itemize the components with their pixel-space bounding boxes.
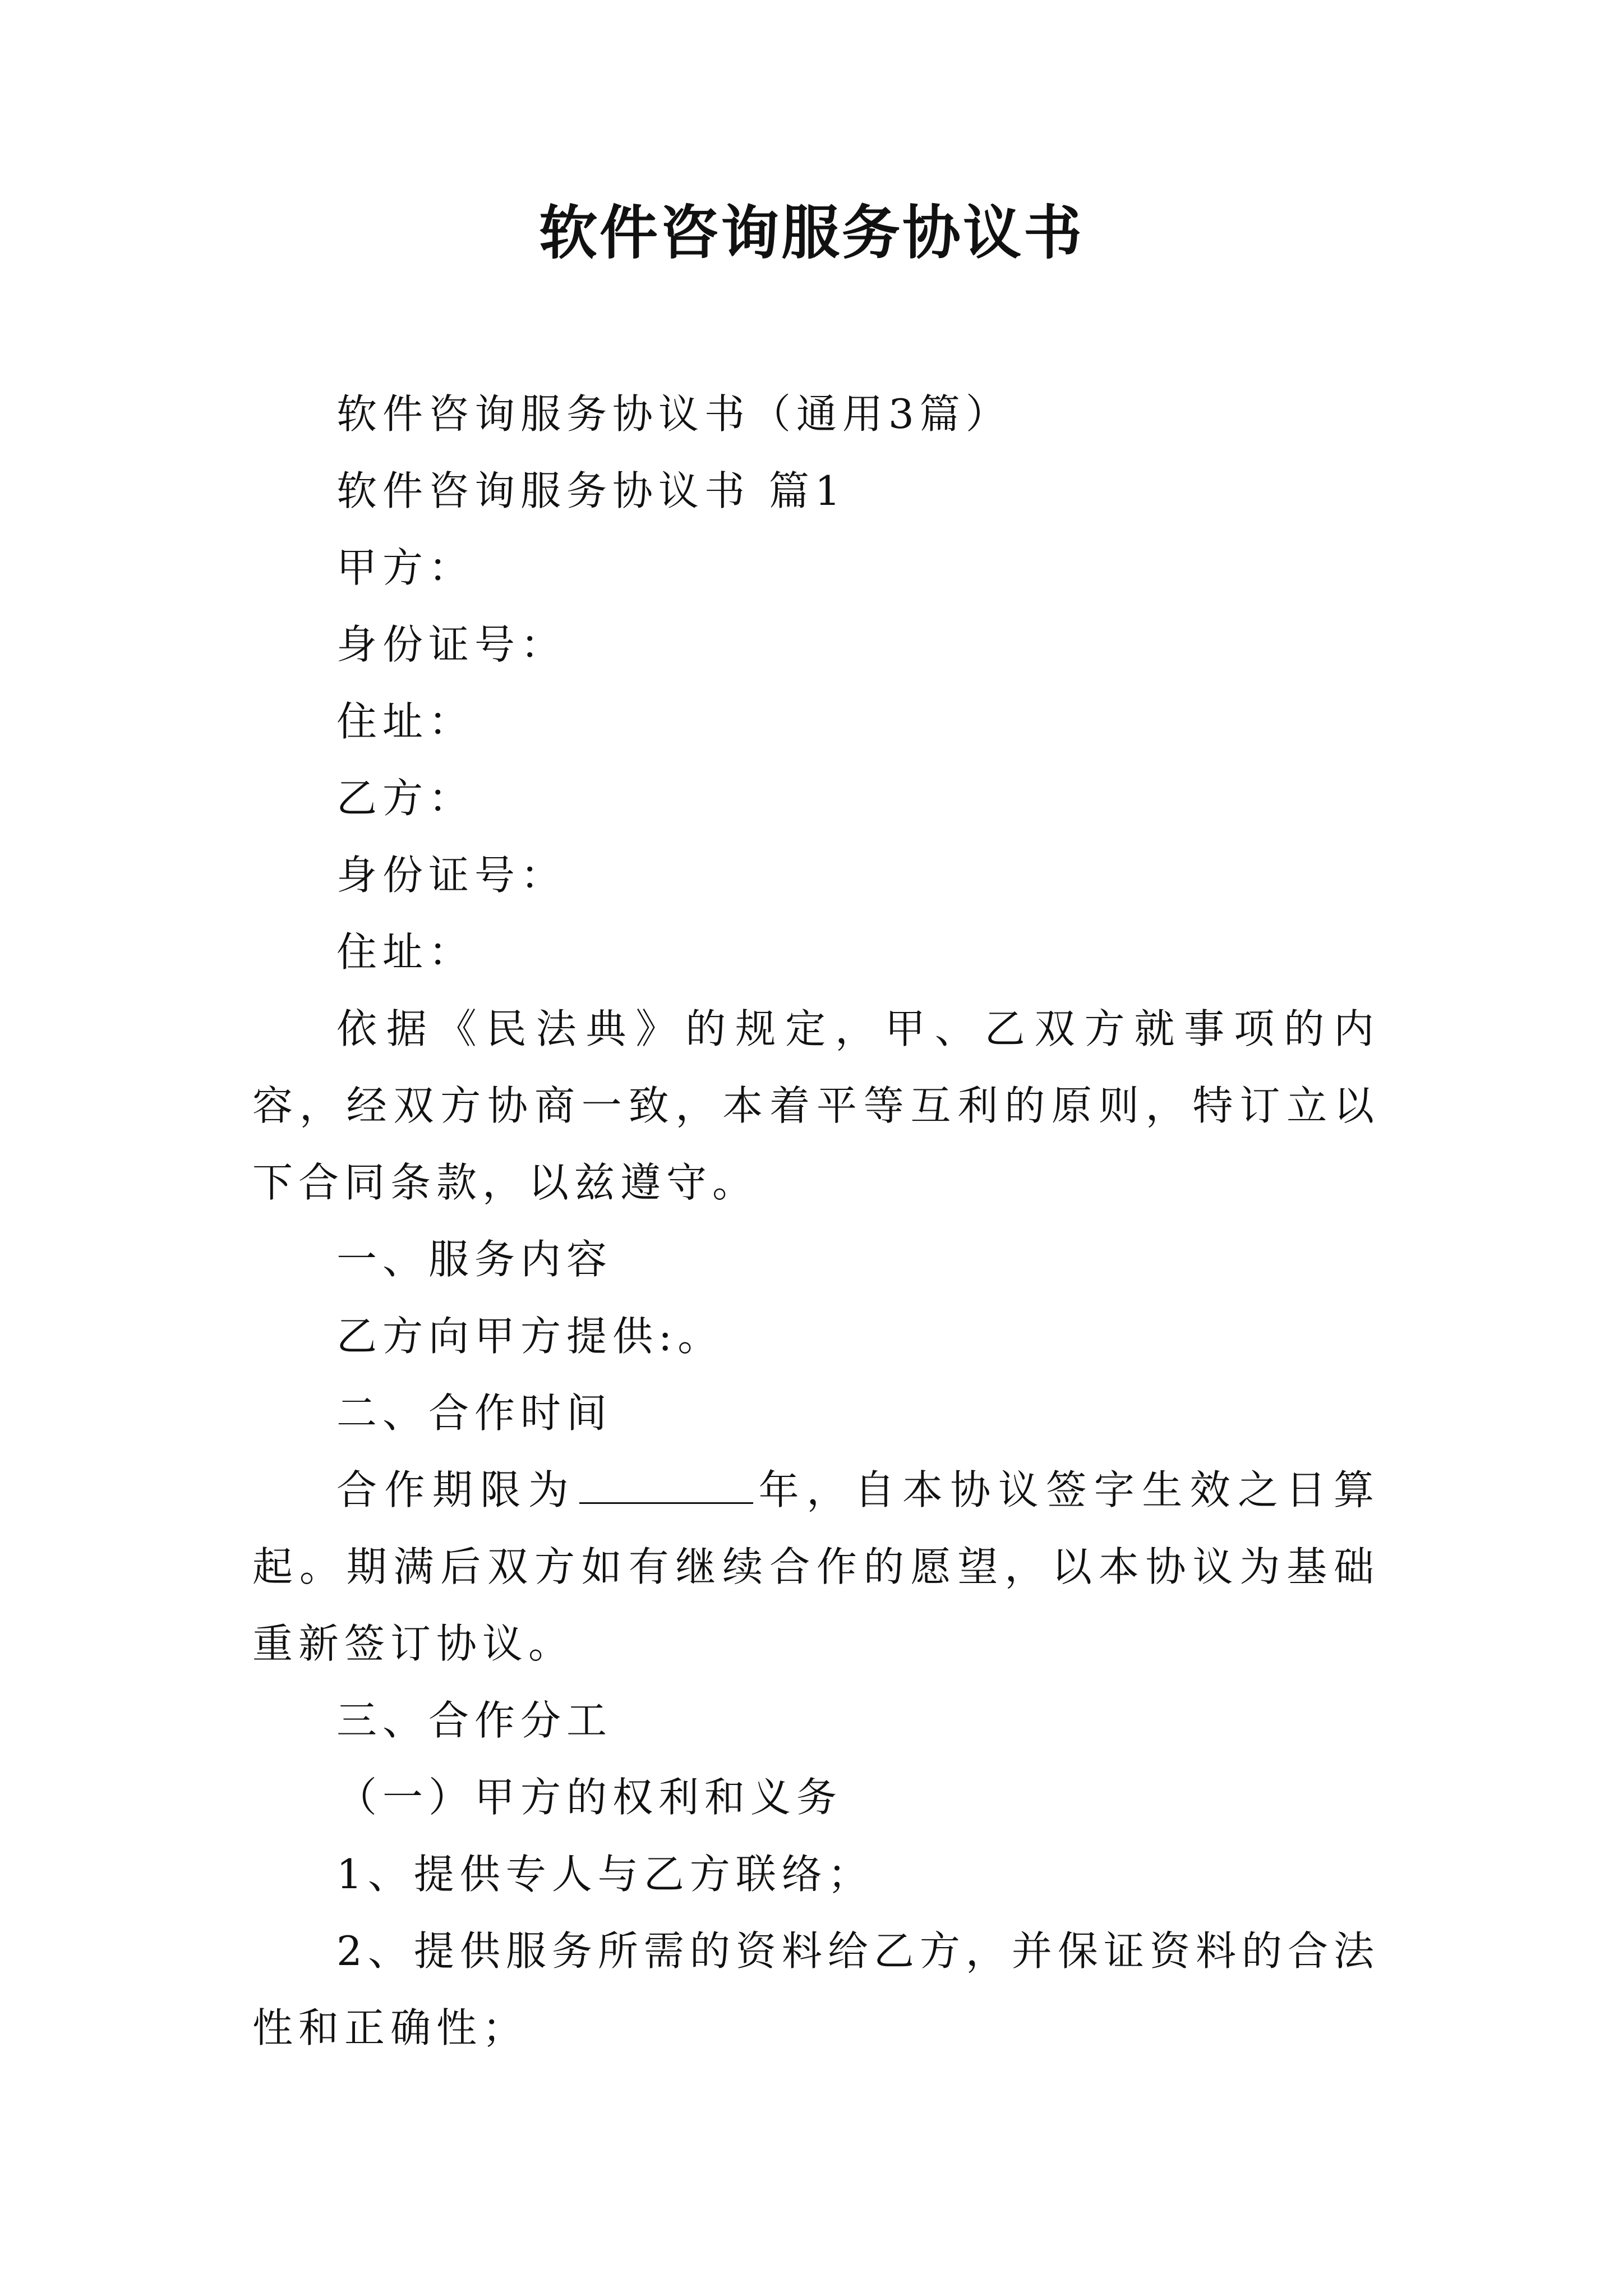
- paragraph-party-a-rights-heading: （一）甲方的权利和义务: [336, 1774, 843, 1821]
- paragraph-party-a-id: 身份证号：: [336, 621, 567, 668]
- paragraph-item-2: 2、提供服务所需的资料给乙方，并保证资料的合法性和正确性；: [252, 1927, 1380, 2051]
- paragraph-term-clause: [252, 1452, 1380, 1682]
- paragraph-party-b-address: 住址：: [336, 928, 475, 976]
- paragraph-item-1: 1、提供专人与乙方联络；: [336, 1851, 874, 1898]
- paragraph-preamble: 依据《民法典》的规定，甲、乙双方就事项的内容，经双方协商一致，本着平等互利的原则，特订立以下合同条款，以兹遵守。: [252, 1005, 1380, 1206]
- term-clause-after: 年，自本协议签字生效之日算起。期满后双方如有继续合作的愿望，以本协议为基础重新签订协议。: [252, 1466, 1380, 1667]
- paragraph-party-a-address: 住址：: [336, 698, 475, 745]
- paragraph-party-b: 乙方：: [336, 775, 475, 822]
- term-clause-before: 合作期限为: [336, 1466, 577, 1513]
- document-title: 软件咨询服务协议书: [538, 199, 1084, 267]
- paragraph-service-content: 乙方向甲方提供:。: [336, 1313, 724, 1360]
- term-years-blank: [579, 1469, 753, 1504]
- paragraph-section-2-heading: 二、合作时间: [336, 1389, 613, 1437]
- document-body: [252, 376, 1380, 2067]
- paragraph-part-heading: 软件咨询服务协议书 篇1: [336, 467, 846, 514]
- paragraph-subtitle: 软件咨询服务协议书（通用3篇）: [336, 390, 1012, 438]
- paragraph-party-b-id: 身份证号：: [336, 852, 567, 899]
- paragraph-section-1-heading: 一、服务内容: [336, 1236, 613, 1283]
- paragraph-party-a: 甲方：: [336, 544, 475, 591]
- paragraph-section-3-heading: 三、合作分工: [336, 1697, 613, 1744]
